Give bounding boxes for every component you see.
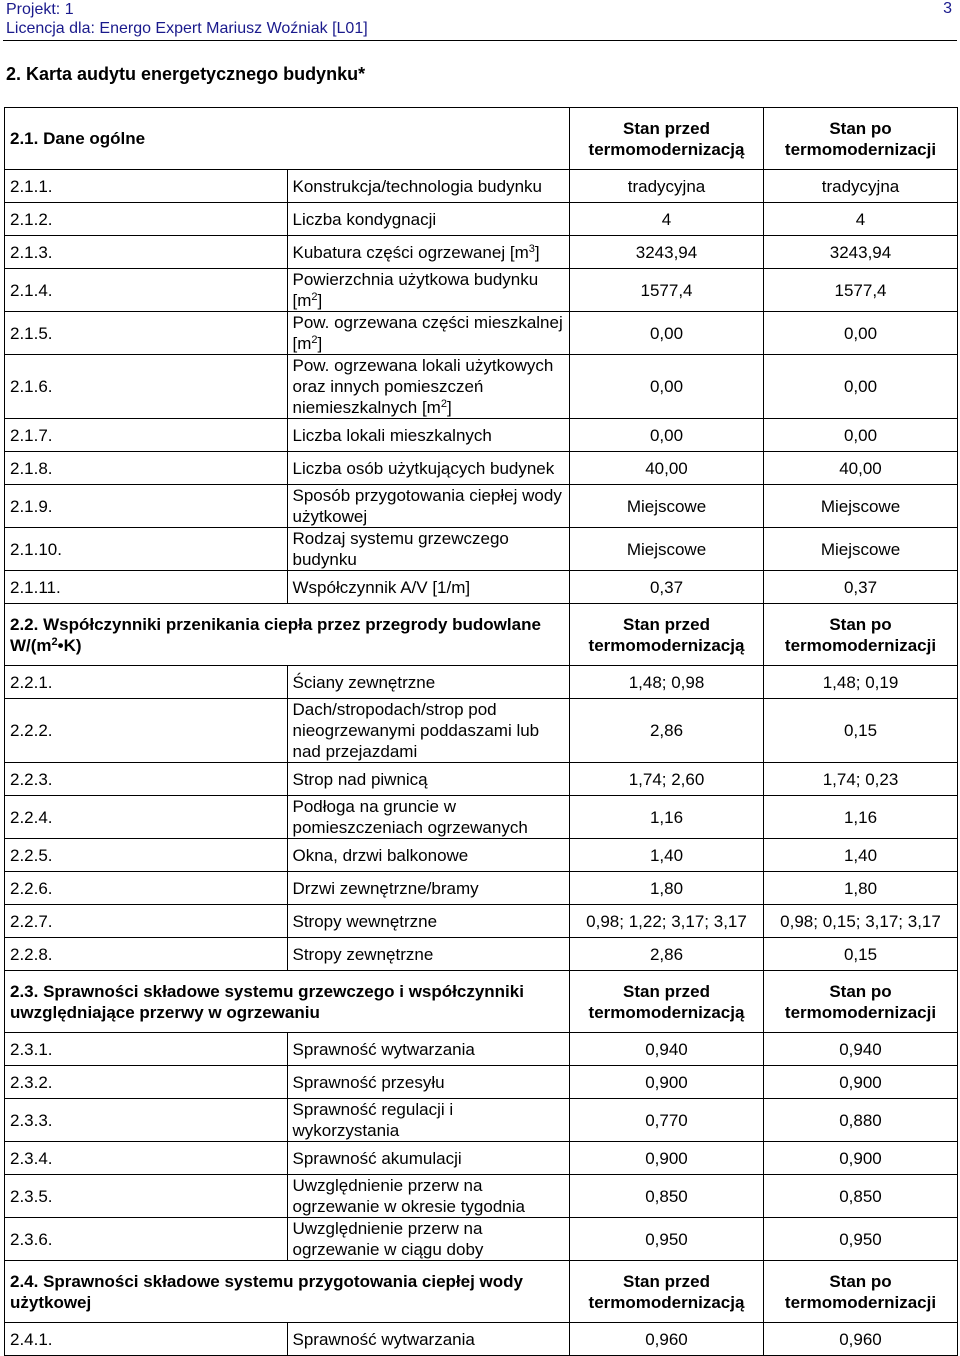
value-after: 1,74; 0,23 bbox=[764, 763, 958, 796]
row-number: 2.3.6. bbox=[5, 1218, 288, 1261]
row-label-text: Podłoga na gruncie w pomieszczeniach ogrzewanych bbox=[292, 797, 528, 837]
row-number: 2.2.3. bbox=[5, 763, 288, 796]
value-after: 0,960 bbox=[764, 1323, 958, 1356]
row-label-text: Stropy zewnętrzne bbox=[292, 944, 434, 964]
table-row bbox=[5, 905, 958, 938]
row-label bbox=[287, 872, 570, 905]
table-row bbox=[5, 312, 958, 355]
row-number: 2.3.5. bbox=[5, 1175, 288, 1218]
row-label bbox=[287, 905, 570, 938]
col-header-after: Stan po termomodernizacji bbox=[764, 108, 958, 170]
audit-card-table bbox=[4, 107, 958, 1356]
row-number: 2.1.3. bbox=[5, 236, 288, 269]
row-label-text: Ściany zewnętrzne bbox=[292, 672, 436, 692]
table-row bbox=[5, 1066, 958, 1099]
value-after: Miejscowe bbox=[764, 528, 958, 571]
row-label-text: Stropy wewnętrzne bbox=[292, 911, 438, 931]
superscript: 3 bbox=[528, 242, 535, 255]
row-label-text: Uwzględnienie przerw na ogrzewanie w okresie tygodnia bbox=[292, 1176, 525, 1216]
row-label bbox=[287, 1099, 570, 1142]
table-row bbox=[5, 872, 958, 905]
row-label bbox=[287, 269, 570, 312]
table-row bbox=[5, 170, 958, 203]
value-before: 0,00 bbox=[570, 355, 764, 419]
value-before: 0,37 bbox=[570, 571, 764, 604]
col-header-before: Stan przed termomodernizacją bbox=[570, 1261, 764, 1323]
superscript: 2 bbox=[440, 398, 447, 410]
value-before: 0,950 bbox=[570, 1218, 764, 1261]
row-label-suffix: ] bbox=[317, 334, 323, 353]
table-row bbox=[5, 938, 958, 971]
table-row bbox=[5, 571, 958, 604]
value-after: 0,98; 0,15; 3,17; 3,17 bbox=[764, 905, 958, 938]
row-label-text: Konstrukcja/technologia budynku bbox=[292, 176, 542, 196]
row-label-suffix: ] bbox=[446, 398, 452, 417]
value-before: 2,86 bbox=[570, 938, 764, 971]
col-header-before: Stan przed termomodernizacją bbox=[570, 108, 764, 170]
value-before: 1,48; 0,98 bbox=[570, 666, 764, 699]
value-after: 1,48; 0,19 bbox=[764, 666, 958, 699]
row-label-text: Uwzględnienie przerw na ogrzewanie w ciągu doby bbox=[292, 1219, 484, 1259]
row-number: 2.1.9. bbox=[5, 485, 288, 528]
value-after: tradycyjna bbox=[764, 170, 958, 203]
row-number: 2.1.10. bbox=[5, 528, 288, 571]
value-before: 0,98; 1,22; 3,17; 3,17 bbox=[570, 905, 764, 938]
value-before: tradycyjna bbox=[570, 170, 764, 203]
row-label bbox=[287, 1066, 570, 1099]
row-number: 2.1.11. bbox=[5, 571, 288, 604]
row-label-text: Sposób przygotowania ciepłej wody użytkowej bbox=[292, 486, 562, 526]
value-before: 2,86 bbox=[570, 699, 764, 763]
section-heading-suffix: •K) bbox=[57, 635, 82, 655]
value-after: 0,00 bbox=[764, 419, 958, 452]
row-label bbox=[287, 1033, 570, 1066]
document-title: 2. Karta audytu energetycznego budynku* bbox=[6, 64, 366, 84]
table-row bbox=[5, 269, 958, 312]
value-before: 1,74; 2,60 bbox=[570, 763, 764, 796]
row-label-suffix: ] bbox=[317, 291, 323, 310]
table-row bbox=[5, 452, 958, 485]
table-row bbox=[5, 1323, 958, 1356]
row-number: 2.3.1. bbox=[5, 1033, 288, 1066]
row-label bbox=[287, 839, 570, 872]
section-heading bbox=[5, 1261, 570, 1323]
row-label-text: Sprawność wytwarzania bbox=[292, 1329, 475, 1349]
value-before: 4 bbox=[570, 203, 764, 236]
table-row bbox=[5, 1033, 958, 1066]
col-header-before: Stan przed termomodernizacją bbox=[570, 971, 764, 1033]
value-before: 3243,94 bbox=[570, 236, 764, 269]
section-header-row bbox=[5, 604, 958, 666]
value-after: 1,80 bbox=[764, 872, 958, 905]
value-before: 0,00 bbox=[570, 312, 764, 355]
table-row bbox=[5, 528, 958, 571]
value-after: 1,16 bbox=[764, 796, 958, 839]
row-label-text: Rodzaj systemu grzewczego budynku bbox=[292, 529, 509, 569]
row-number: 2.2.7. bbox=[5, 905, 288, 938]
row-label-text: Kubatura części ogrzewanej [m bbox=[292, 242, 529, 262]
value-before: 1,16 bbox=[570, 796, 764, 839]
row-label bbox=[287, 312, 570, 355]
value-after: 0,37 bbox=[764, 571, 958, 604]
section-heading bbox=[5, 108, 570, 170]
value-after: 0,15 bbox=[764, 938, 958, 971]
value-before: 1577,4 bbox=[570, 269, 764, 312]
row-label-text: Liczba lokali mieszkalnych bbox=[292, 425, 492, 445]
value-before: 0,900 bbox=[570, 1142, 764, 1175]
value-before: 1,40 bbox=[570, 839, 764, 872]
value-after: 1,40 bbox=[764, 839, 958, 872]
table-row bbox=[5, 203, 958, 236]
row-label bbox=[287, 1175, 570, 1218]
section-heading-text: 2.1. Dane ogólne bbox=[10, 129, 146, 148]
value-before: Miejscowe bbox=[570, 485, 764, 528]
row-number: 2.3.3. bbox=[5, 1099, 288, 1142]
row-label-text: Dach/stropodach/strop pod nieogrzewanymi poddaszami lub nad przejazdami bbox=[292, 700, 540, 761]
row-label-text: Liczba kondygnacji bbox=[292, 209, 437, 229]
row-label-text: Liczba osób użytkujących budynek bbox=[292, 458, 555, 478]
row-label bbox=[287, 236, 570, 269]
table-row bbox=[5, 763, 958, 796]
table-row bbox=[5, 485, 958, 528]
row-label bbox=[287, 355, 570, 419]
row-label bbox=[287, 763, 570, 796]
superscript: 2 bbox=[311, 291, 318, 303]
row-number: 2.1.7. bbox=[5, 419, 288, 452]
row-number: 2.2.2. bbox=[5, 699, 288, 763]
row-number: 2.1.1. bbox=[5, 170, 288, 203]
row-label bbox=[287, 1142, 570, 1175]
project-label: Projekt: 1 bbox=[6, 1, 74, 18]
table-row bbox=[5, 1142, 958, 1175]
value-before: 0,850 bbox=[570, 1175, 764, 1218]
table-row bbox=[5, 796, 958, 839]
row-number: 2.1.6. bbox=[5, 355, 288, 419]
row-label-text: Pow. ogrzewana części mieszkalnej [m bbox=[292, 313, 563, 353]
value-before: 0,960 bbox=[570, 1323, 764, 1356]
section-heading bbox=[5, 971, 570, 1033]
col-header-before: Stan przed termomodernizacją bbox=[570, 604, 764, 666]
value-after: 0,940 bbox=[764, 1033, 958, 1066]
value-after: 0,00 bbox=[764, 312, 958, 355]
row-label-text: Strop nad piwnicą bbox=[292, 769, 428, 789]
license-label: Licencja dla: Energo Expert Mariusz Woźniak [L01] bbox=[6, 20, 368, 37]
row-label-text: Sprawność wytwarzania bbox=[292, 1039, 475, 1059]
row-number: 2.4.1. bbox=[5, 1323, 288, 1356]
row-label bbox=[287, 528, 570, 571]
table-row bbox=[5, 236, 958, 269]
table-row bbox=[5, 1099, 958, 1142]
row-number: 2.2.5. bbox=[5, 839, 288, 872]
value-after: 4 bbox=[764, 203, 958, 236]
superscript: 2 bbox=[311, 334, 318, 346]
row-label-text: Sprawność przesyłu bbox=[292, 1072, 445, 1092]
value-before: 0,00 bbox=[570, 419, 764, 452]
row-label bbox=[287, 170, 570, 203]
row-number: 2.1.8. bbox=[5, 452, 288, 485]
row-number: 2.1.4. bbox=[5, 269, 288, 312]
header-divider bbox=[3, 40, 957, 41]
col-header-after: Stan po termomodernizacji bbox=[764, 971, 958, 1033]
section-heading-text: 2.4. Sprawności składowe systemu przygotowania ciepłej wody użytkowej bbox=[10, 1271, 523, 1312]
section-heading-text: 2.3. Sprawności składowe systemu grzewczego i współczynniki uwzględniające przerwy w ogrzewaniu bbox=[10, 981, 524, 1022]
row-number: 2.2.8. bbox=[5, 938, 288, 971]
value-after: 0,850 bbox=[764, 1175, 958, 1218]
section-header-row bbox=[5, 1261, 958, 1323]
row-label bbox=[287, 938, 570, 971]
row-number: 2.2.1. bbox=[5, 666, 288, 699]
value-before: 1,80 bbox=[570, 872, 764, 905]
value-before: 40,00 bbox=[570, 452, 764, 485]
row-label-text: Drzwi zewnętrzne/bramy bbox=[292, 878, 479, 898]
value-after: 0,00 bbox=[764, 355, 958, 419]
row-label-text: Współczynnik A/V [1/m] bbox=[292, 577, 471, 597]
table-row bbox=[5, 355, 958, 419]
table-row bbox=[5, 839, 958, 872]
value-after: 0,950 bbox=[764, 1218, 958, 1261]
row-label bbox=[287, 699, 570, 763]
value-after: 40,00 bbox=[764, 452, 958, 485]
section-heading bbox=[5, 604, 570, 666]
row-label bbox=[287, 419, 570, 452]
value-before: Miejscowe bbox=[570, 528, 764, 571]
row-number: 2.2.6. bbox=[5, 872, 288, 905]
row-label bbox=[287, 666, 570, 699]
row-label bbox=[287, 1323, 570, 1356]
col-header-after: Stan po termomodernizacji bbox=[764, 1261, 958, 1323]
section-header-row bbox=[5, 108, 958, 170]
value-before: 0,770 bbox=[570, 1099, 764, 1142]
col-header-after: Stan po termomodernizacji bbox=[764, 604, 958, 666]
value-before: 0,940 bbox=[570, 1033, 764, 1066]
row-label bbox=[287, 485, 570, 528]
value-after: 0,900 bbox=[764, 1066, 958, 1099]
section-heading-text: 2.2. Współczynniki przenikania ciepła przez przegrody budowlane W/(m bbox=[10, 614, 541, 655]
superscript: 2 bbox=[51, 635, 58, 648]
value-after: 1577,4 bbox=[764, 269, 958, 312]
table-row bbox=[5, 1175, 958, 1218]
row-label-text: Pow. ogrzewana lokali użytkowych oraz innych pomieszczeń niemieszkalnych [m bbox=[292, 356, 554, 417]
row-label-text: Sprawność regulacji i wykorzystania bbox=[292, 1100, 454, 1140]
table-row bbox=[5, 1218, 958, 1261]
value-after: 0,15 bbox=[764, 699, 958, 763]
row-number: 2.3.4. bbox=[5, 1142, 288, 1175]
row-label bbox=[287, 203, 570, 236]
row-number: 2.2.4. bbox=[5, 796, 288, 839]
row-number: 2.1.5. bbox=[5, 312, 288, 355]
row-label bbox=[287, 452, 570, 485]
row-label bbox=[287, 796, 570, 839]
page-header bbox=[6, 0, 368, 38]
table-row bbox=[5, 666, 958, 699]
value-after: 0,880 bbox=[764, 1099, 958, 1142]
value-after: Miejscowe bbox=[764, 485, 958, 528]
row-label bbox=[287, 571, 570, 604]
row-number: 2.1.2. bbox=[5, 203, 288, 236]
value-after: 0,900 bbox=[764, 1142, 958, 1175]
section-header-row bbox=[5, 971, 958, 1033]
value-after: 3243,94 bbox=[764, 236, 958, 269]
row-label-text: Okna, drzwi balkonowe bbox=[292, 845, 469, 865]
row-label-text: Powierzchnia użytkowa budynku [m bbox=[292, 270, 539, 310]
row-label-suffix: ] bbox=[534, 242, 540, 262]
row-label-text: Sprawność akumulacji bbox=[292, 1148, 462, 1168]
row-label bbox=[287, 1218, 570, 1261]
table-row bbox=[5, 699, 958, 763]
page-number: 3 bbox=[943, 0, 952, 17]
table-row bbox=[5, 419, 958, 452]
row-number: 2.3.2. bbox=[5, 1066, 288, 1099]
value-before: 0,900 bbox=[570, 1066, 764, 1099]
